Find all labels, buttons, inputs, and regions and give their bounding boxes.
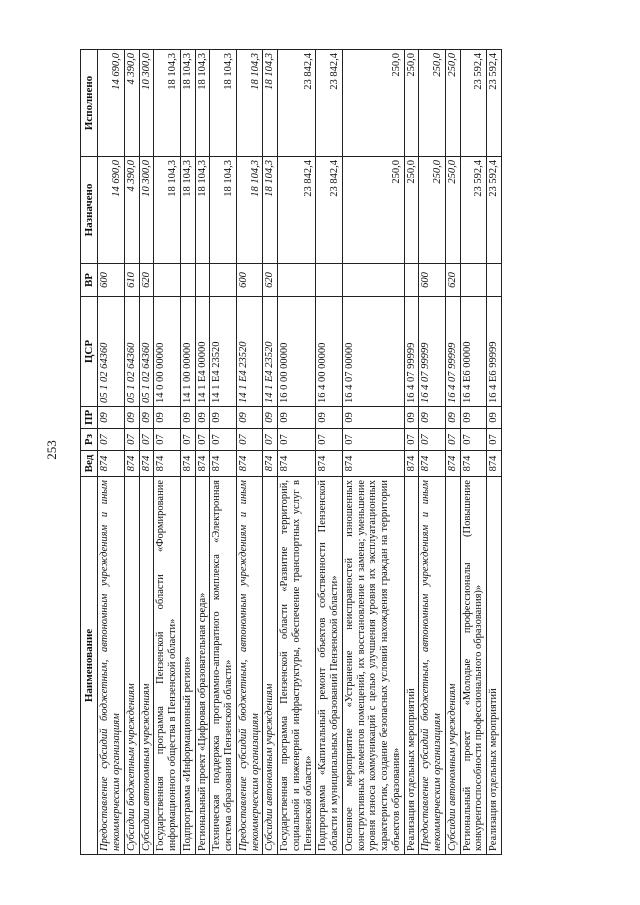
cell-assigned: 14 690,0 xyxy=(98,157,125,264)
cell-pr: 09 xyxy=(278,407,316,429)
cell-assigned: 10 300,0 xyxy=(139,157,154,264)
cell-name: Реализация отдельных мероприятий xyxy=(487,477,502,855)
table-body xyxy=(98,50,502,855)
cell-assigned: 23 842,4 xyxy=(316,157,343,264)
cell-name: Предоставление субсидий бюджетным, автономным учреждениям и иным некоммерческим организациям xyxy=(419,477,446,855)
cell-ved: 874 xyxy=(419,451,446,477)
cell-executed: 250,0 xyxy=(445,50,460,157)
budget-table xyxy=(80,49,502,855)
cell-csr: 16 4 07 99999 xyxy=(445,297,460,407)
cell-pr: 09 xyxy=(139,407,154,429)
header-pr: ПР xyxy=(81,407,98,429)
cell-rz: 07 xyxy=(460,429,487,451)
cell-executed: 250,0 xyxy=(342,50,404,157)
cell-vr: 600 xyxy=(419,264,446,297)
cell-csr: 14 0 00 00000 xyxy=(154,297,181,407)
page-number: 253 xyxy=(44,440,59,460)
cell-vr: 620 xyxy=(139,264,154,297)
cell-pr: 09 xyxy=(124,407,139,429)
cell-vr xyxy=(195,264,210,297)
cell-assigned: 4 390,0 xyxy=(124,157,139,264)
cell-rz: 07 xyxy=(154,429,181,451)
cell-executed: 18 104,3 xyxy=(210,50,237,157)
cell-rz: 07 xyxy=(316,429,343,451)
cell-csr: 05 1 02 64360 xyxy=(98,297,125,407)
cell-ved: 874 xyxy=(342,451,404,477)
cell-pr: 09 xyxy=(342,407,404,429)
cell-ved: 874 xyxy=(236,451,263,477)
cell-vr xyxy=(404,264,419,297)
cell-rz: 07 xyxy=(195,429,210,451)
table-row xyxy=(236,50,263,855)
cell-rz: 07 xyxy=(236,429,263,451)
cell-executed: 23 842,4 xyxy=(316,50,343,157)
cell-executed: 18 104,3 xyxy=(195,50,210,157)
cell-csr: 14 1 E4 23520 xyxy=(236,297,263,407)
cell-rz: 07 xyxy=(263,429,278,451)
cell-name: Региональный проект «Молодые профессионалы (Повышение конкурентоспособности профессионального образования)» xyxy=(460,477,487,855)
cell-rz: 07 xyxy=(404,429,419,451)
cell-ved: 874 xyxy=(487,451,502,477)
cell-pr: 09 xyxy=(154,407,181,429)
cell-rz: 07 xyxy=(98,429,125,451)
cell-name: Предоставление субсидий бюджетным, автономным учреждениям и иным некоммерческим организациям xyxy=(98,477,125,855)
cell-name: Субсидии автономным учреждениям xyxy=(263,477,278,855)
cell-pr: 09 xyxy=(487,407,502,429)
cell-assigned: 18 104,3 xyxy=(154,157,181,264)
cell-pr: 09 xyxy=(445,407,460,429)
cell-assigned: 18 104,3 xyxy=(180,157,195,264)
cell-name: Подпрограмма «Капитальный ремонт объектов собственности Пензенской области и муниципальных образований Пензенской области» xyxy=(316,477,343,855)
cell-csr: 16 4 E6 99999 xyxy=(487,297,502,407)
cell-name: Региональный проект «Цифровая образовательная среда» xyxy=(195,477,210,855)
cell-ved: 874 xyxy=(404,451,419,477)
cell-assigned: 250,0 xyxy=(445,157,460,264)
cell-executed: 23 842,4 xyxy=(278,50,316,157)
cell-executed: 23 592,4 xyxy=(460,50,487,157)
cell-pr: 09 xyxy=(404,407,419,429)
table-row xyxy=(263,50,278,855)
table-row xyxy=(487,50,502,855)
cell-executed: 18 104,3 xyxy=(154,50,181,157)
cell-csr: 05 1 02 64360 xyxy=(124,297,139,407)
table-row xyxy=(404,50,419,855)
cell-ved: 874 xyxy=(98,451,125,477)
cell-rz: 07 xyxy=(210,429,237,451)
cell-ved: 874 xyxy=(316,451,343,477)
cell-vr: 600 xyxy=(98,264,125,297)
table-row xyxy=(342,50,404,855)
cell-executed: 18 104,3 xyxy=(263,50,278,157)
cell-vr: 620 xyxy=(445,264,460,297)
cell-assigned: 23 592,4 xyxy=(460,157,487,264)
table-row xyxy=(98,50,125,855)
cell-executed: 4 390,0 xyxy=(124,50,139,157)
cell-rz: 07 xyxy=(487,429,502,451)
header-assigned: Назначено xyxy=(81,157,98,264)
cell-executed: 250,0 xyxy=(419,50,446,157)
cell-vr: 610 xyxy=(124,264,139,297)
cell-rz: 07 xyxy=(278,429,316,451)
table-row xyxy=(316,50,343,855)
cell-assigned: 23 592,4 xyxy=(487,157,502,264)
cell-csr: 14 1 E4 23520 xyxy=(263,297,278,407)
rotated-page xyxy=(80,50,620,855)
cell-vr xyxy=(154,264,181,297)
cell-csr: 16 4 07 00000 xyxy=(342,297,404,407)
header-csr: ЦСР xyxy=(81,297,98,407)
cell-pr: 09 xyxy=(419,407,446,429)
header-vr: ВР xyxy=(81,264,98,297)
cell-rz: 07 xyxy=(180,429,195,451)
header-rz: Рз xyxy=(81,429,98,451)
cell-name: Основное мероприятие «Устранение неисправностей изношенных конструктивных элементов помещений, их восстановление и замена; уменьшение уровня износа коммуникаций с целью улучшения уровня их эксплуатационных характеристик, создание безопасных условий нахождения граждан на территории объектов образования» xyxy=(342,477,404,855)
cell-rz: 07 xyxy=(139,429,154,451)
cell-name: Субсидии автономным учреждениям xyxy=(445,477,460,855)
cell-executed: 250,0 xyxy=(404,50,419,157)
cell-executed: 14 690,0 xyxy=(98,50,125,157)
table-row xyxy=(278,50,316,855)
cell-ved: 874 xyxy=(278,451,316,477)
cell-assigned: 18 104,3 xyxy=(195,157,210,264)
cell-ved: 874 xyxy=(180,451,195,477)
cell-assigned: 250,0 xyxy=(342,157,404,264)
cell-name: Техническая поддержка программно-аппаратного комплекса «Электронная система образования Пензенской области» xyxy=(210,477,237,855)
cell-pr: 09 xyxy=(263,407,278,429)
cell-pr: 09 xyxy=(180,407,195,429)
cell-vr xyxy=(278,264,316,297)
cell-pr: 09 xyxy=(210,407,237,429)
cell-pr: 09 xyxy=(316,407,343,429)
cell-csr: 16 4 00 00000 xyxy=(316,297,343,407)
cell-executed: 23 592,4 xyxy=(487,50,502,157)
cell-executed: 10 300,0 xyxy=(139,50,154,157)
cell-csr: 14 1 00 00000 xyxy=(180,297,195,407)
cell-csr: 16 4 E6 00000 xyxy=(460,297,487,407)
header-ved: Вед xyxy=(81,451,98,477)
cell-name: Субсидии автономным учреждениям xyxy=(139,477,154,855)
table-row xyxy=(139,50,154,855)
cell-pr: 09 xyxy=(460,407,487,429)
cell-pr: 09 xyxy=(195,407,210,429)
table-header-row xyxy=(81,50,98,855)
header-name: Наименование xyxy=(81,477,98,855)
table-row xyxy=(124,50,139,855)
cell-rz: 07 xyxy=(445,429,460,451)
cell-csr: 16 4 07 99999 xyxy=(419,297,446,407)
table-row xyxy=(180,50,195,855)
cell-vr xyxy=(342,264,404,297)
cell-ved: 874 xyxy=(154,451,181,477)
cell-csr: 05 1 02 64360 xyxy=(139,297,154,407)
cell-name: Субсидии бюджетным учреждениям xyxy=(124,477,139,855)
cell-assigned: 18 104,3 xyxy=(210,157,237,264)
cell-ved: 874 xyxy=(124,451,139,477)
cell-ved: 874 xyxy=(195,451,210,477)
cell-vr: 600 xyxy=(236,264,263,297)
cell-ved: 874 xyxy=(460,451,487,477)
cell-rz: 07 xyxy=(342,429,404,451)
cell-executed: 18 104,3 xyxy=(180,50,195,157)
cell-csr: 16 4 07 99999 xyxy=(404,297,419,407)
table-row xyxy=(210,50,237,855)
cell-ved: 874 xyxy=(210,451,237,477)
cell-csr: 14 1 E4 23520 xyxy=(210,297,237,407)
cell-vr xyxy=(316,264,343,297)
cell-ved: 874 xyxy=(139,451,154,477)
cell-assigned: 250,0 xyxy=(419,157,446,264)
cell-rz: 07 xyxy=(124,429,139,451)
cell-ved: 874 xyxy=(445,451,460,477)
cell-vr xyxy=(460,264,487,297)
cell-assigned: 250,0 xyxy=(404,157,419,264)
cell-name: Реализация отдельных мероприятий xyxy=(404,477,419,855)
cell-name: Предоставление субсидий бюджетным, автономным учреждениям и иным некоммерческим организациям xyxy=(236,477,263,855)
cell-pr: 09 xyxy=(236,407,263,429)
table-row xyxy=(445,50,460,855)
cell-executed: 18 104,3 xyxy=(236,50,263,157)
cell-assigned: 18 104,3 xyxy=(263,157,278,264)
cell-vr xyxy=(210,264,237,297)
cell-vr: 620 xyxy=(263,264,278,297)
cell-pr: 09 xyxy=(98,407,125,429)
cell-csr: 14 1 E4 00000 xyxy=(195,297,210,407)
cell-csr: 16 0 00 00000 xyxy=(278,297,316,407)
cell-name: Государственная программа Пензенской области «Развитие территорий, социальной и инженерной инфраструктуры, обеспечение транспортных услуг в Пензенской области» xyxy=(278,477,316,855)
cell-vr xyxy=(487,264,502,297)
cell-name: Подпрограмма «Информационный регион» xyxy=(180,477,195,855)
table-row xyxy=(460,50,487,855)
cell-assigned: 23 842,4 xyxy=(278,157,316,264)
table-row xyxy=(195,50,210,855)
table-row xyxy=(419,50,446,855)
cell-ved: 874 xyxy=(263,451,278,477)
cell-assigned: 18 104,3 xyxy=(236,157,263,264)
header-executed: Исполнено xyxy=(81,50,98,157)
cell-vr xyxy=(180,264,195,297)
cell-name: Государственная программа Пензенской области «Формирование информационного общества в Пензенской области» xyxy=(154,477,181,855)
cell-rz: 07 xyxy=(419,429,446,451)
table-row xyxy=(154,50,181,855)
